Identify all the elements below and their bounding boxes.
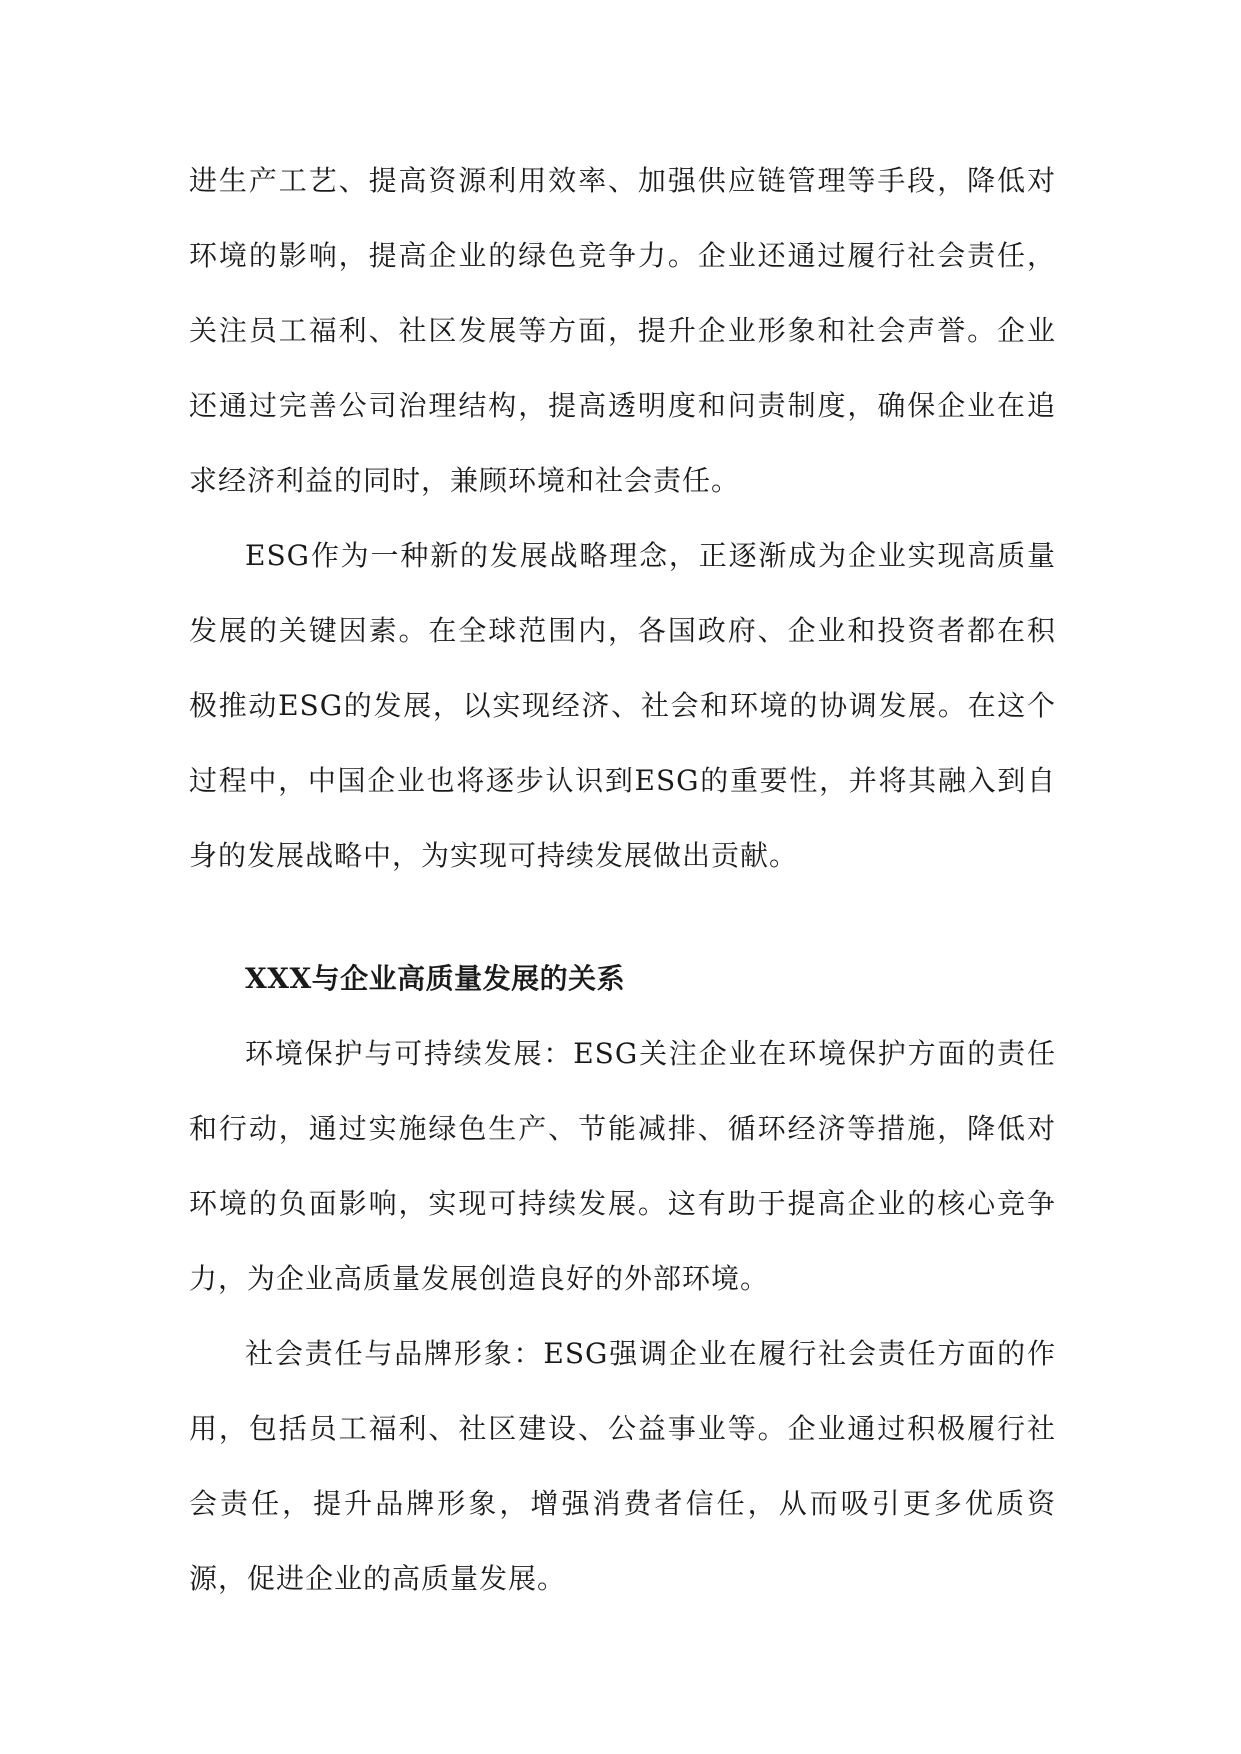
document-body	[189, 143, 1056, 1616]
body-paragraph: 进生产工艺、提高资源利用效率、加强供应链管理等手段，降低对环境的影响，提高企业的绿色竞争力。企业还通过履行社会责任，关注员工福利、社区发展等方面，提升企业形象和社会声誉。企业还通过完善公司治理结构，提高透明度和问责制度，确保企业在追求经济利益的同时，兼顾环境和社会责任。	[189, 164, 1056, 497]
body-paragraph: 社会责任与品牌形象：ESG强调企业在履行社会责任方面的作用，包括员工福利、社区建设、公益事业等。企业通过积极履行社会责任，提升品牌形象，增强消费者信任，从而吸引更多优质资源，促进企业的高质量发展。	[189, 1337, 1056, 1595]
body-paragraph: ESG作为一种新的发展战略理念，正逐渐成为企业实现高质量发展的关键因素。在全球范围内，各国政府、企业和投资者都在积极推动ESG的发展，以实现经济、社会和环境的协调发展。在这个过程中，中国企业也将逐步认识到ESG的重要性，并将其融入到自身的发展战略中，为实现可持续发展做出贡献。	[189, 539, 1056, 872]
body-paragraph: 环境保护与可持续发展：ESG关注企业在环境保护方面的责任和行动，通过实施绿色生产、节能减排、循环经济等措施，降低对环境的负面影响，实现可持续发展。这有助于提高企业的核心竞争力，为企业高质量发展创造良好的外部环境。	[189, 1037, 1056, 1295]
section-heading: XXX与企业高质量发展的关系	[245, 962, 626, 995]
